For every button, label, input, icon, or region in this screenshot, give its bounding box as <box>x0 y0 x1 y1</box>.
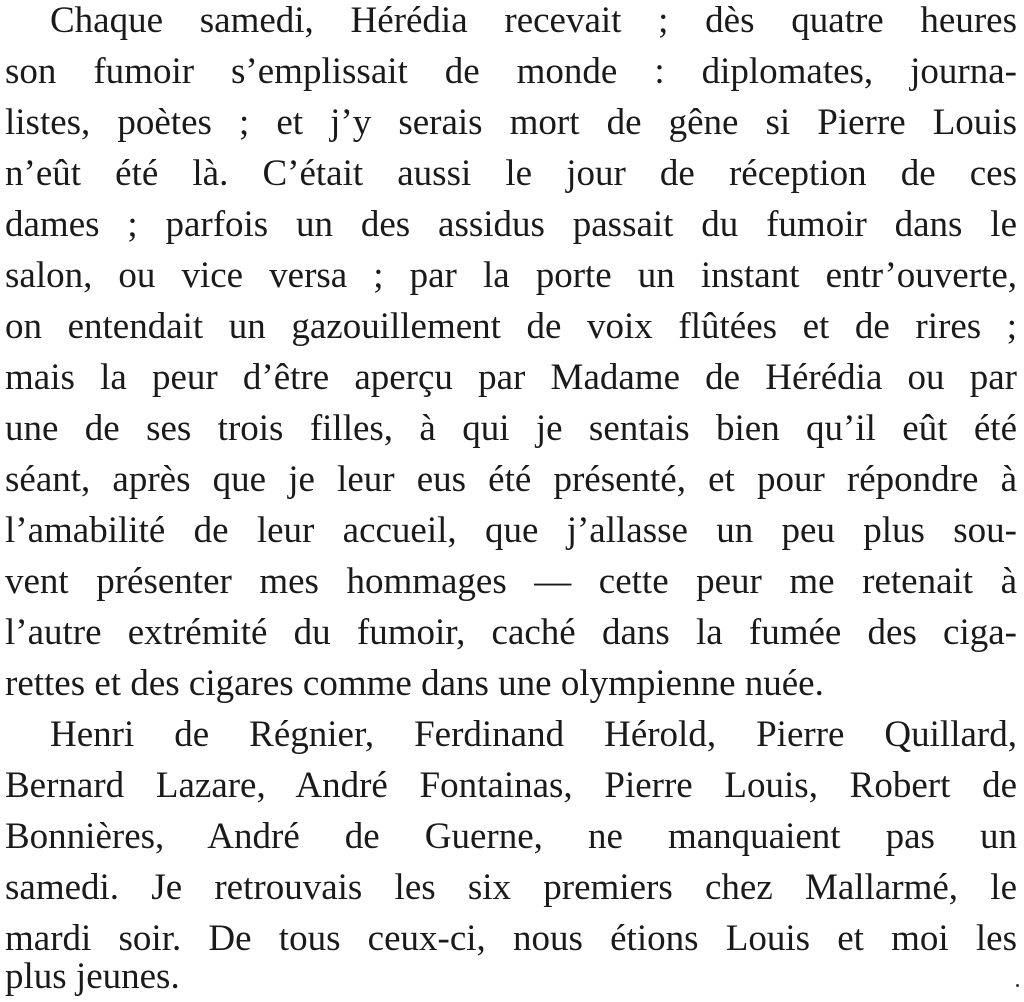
text-line: samedi. Je retrouvais les six premiers chez Mallarmé, le <box>5 867 1017 908</box>
text-line: plus jeunes. <box>5 956 180 997</box>
text-line: séant, après que je leur eus été présenté, et pour répondre à <box>5 459 1017 500</box>
text-line: on entendait un gazouillement de voix flûtées et de rires ; <box>5 306 1017 347</box>
text-line: Bernard Lazare, André Fontainas, Pierre Louis, Robert de <box>5 765 1017 806</box>
text-line: une de ses trois filles, à qui je sentais bien qu’il eût été <box>5 408 1017 449</box>
text-line: son fumoir s’emplissait de monde : diplomates, journa- <box>5 51 1017 92</box>
text-line: Chaque samedi, Hérédia recevait ; dès quatre heures <box>50 0 1017 41</box>
text-line: vent présenter mes hommages — cette peur me retenait à <box>5 561 1017 602</box>
text-line: listes, poètes ; et j’y serais mort de gêne si Pierre Louis <box>5 102 1017 143</box>
text-line: salon, ou vice versa ; par la porte un instant entr’ouverte, <box>5 255 1017 296</box>
text-line: n’eût été là. C’était aussi le jour de réception de ces <box>5 153 1017 194</box>
text-line: rettes et des cigares comme dans une olympienne nuée. <box>5 663 824 704</box>
book-page <box>5 0 1017 1002</box>
text-line: mais la peur d’être aperçu par Madame de Hérédia ou par <box>5 357 1017 398</box>
scan-speck <box>1016 984 1019 987</box>
text-line: mardi soir. De tous ceux-ci, nous étions Louis et moi les <box>5 918 1017 959</box>
text-line: dames ; parfois un des assidus passait du fumoir dans le <box>5 204 1017 245</box>
text-line: Bonnières, André de Guerne, ne manquaient pas un <box>5 816 1017 857</box>
text-line: l’amabilité de leur accueil, que j’allasse un peu plus sou- <box>5 510 1017 551</box>
text-line: Henri de Régnier, Ferdinand Hérold, Pierre Quillard, <box>50 714 1017 755</box>
text-line: l’autre extrémité du fumoir, caché dans la fumée des ciga- <box>5 612 1017 653</box>
